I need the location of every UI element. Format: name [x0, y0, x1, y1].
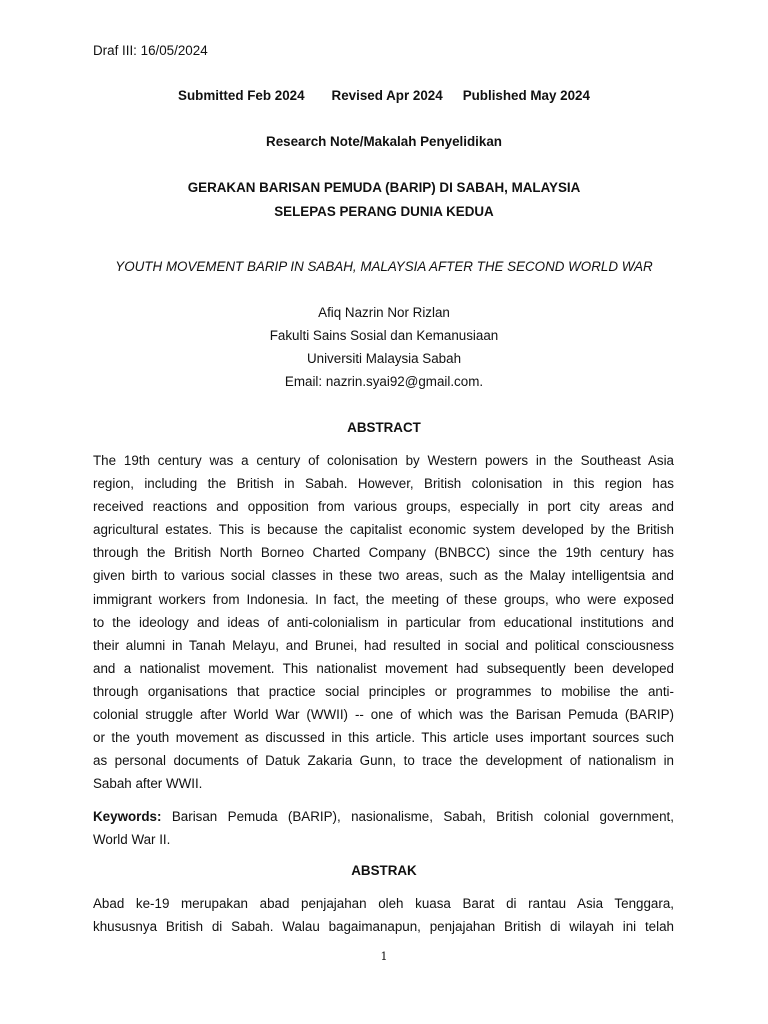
abstract-line: and a nationalist movement. This nationalist movement had subsequently been developed: [93, 660, 674, 676]
abstrak-heading: ABSTRAK: [351, 863, 417, 878]
abstract-line: as personal documents of Datuk Zakaria Gunn, to trace the development of nationalism in: [93, 753, 674, 769]
keywords: [93, 805, 674, 851]
abstract-line: colonial struggle after World War (WWII) -- one of which was the Barisan Pemuda (BARIP): [93, 707, 674, 723]
published-date: Published May 2024: [462, 88, 590, 103]
author-name: Afiq Nazrin Nor Rizlan: [318, 305, 450, 320]
author-faculty: Fakulti Sains Sosial dan Kemanusiaan: [269, 328, 499, 343]
keywords-list: Barisan Pemuda (BARIP), nasionalisme, Sabah, British colonial government,: [161, 809, 674, 824]
abstract-line: their alumni in Tanah Melayu, and Brunei, had resulted in social and political consciousness: [93, 637, 674, 653]
draft-date: Draf III: 16/05/2024: [93, 43, 208, 58]
abstract-line: Sabah after WWII.: [93, 776, 203, 792]
title-malay-line-2: SELEPAS PERANG DUNIA KEDUA: [274, 204, 494, 219]
abstract-heading: ABSTRACT: [347, 420, 421, 435]
revised-date: Revised Apr 2024: [331, 88, 443, 103]
abstract-line: agricultural estates. This is because the capitalist economic system developed by the British: [93, 522, 674, 538]
keywords-label: Keywords:: [93, 809, 162, 824]
abstract-line: received reactions and opposition from various groups, especially in port city areas and: [93, 499, 674, 515]
author-university: Universiti Malaysia Sabah: [306, 351, 462, 366]
abstract-line: immigrant workers from Indonesia. In fact, the meeting of these groups, who were exposed: [93, 591, 674, 607]
abstract-body: [93, 449, 674, 795]
abstrak-line: Abad ke-19 merupakan abad penjajahan oleh kuasa Barat di rantau Asia Tenggara,: [93, 896, 674, 911]
paper-type: Research Note/Makalah Penyelidikan: [266, 134, 502, 149]
keywords-line-2: World War II.: [93, 832, 171, 848]
author-email: Email: nazrin.syai92@gmail.com.: [284, 374, 484, 389]
submitted-date: Submitted Feb 2024: [178, 88, 305, 103]
keywords-line: [93, 805, 674, 828]
abstract-line: region, including the British in Sabah. However, British colonisation in this region has: [93, 476, 674, 492]
abstract-line: to the ideology and ideas of anti-colonialism in particular from educational institutions and: [93, 614, 674, 630]
abstract-line: given birth to various social classes in these two areas, such as the Malay intelligentsia and: [93, 568, 674, 584]
abstrak-line: khususnya British di Sabah. Walau bagaimanapun, penjajahan British di wilayah ini telah: [93, 919, 674, 935]
abstract-line: through organisations that practice social principles or programmes to mobilise the anti-: [93, 683, 674, 699]
publication-dates: [0, 87, 768, 104]
abstract-line: through the British North Borneo Charted Company (BNBCC) since the 19th century has: [93, 545, 674, 561]
title-english: YOUTH MOVEMENT BARIP IN SABAH, MALAYSIA AFTER THE SECOND WORLD WAR: [115, 259, 653, 274]
abstrak-body: [93, 892, 674, 938]
abstract-line: or the youth movement as discussed in this article. This article uses important sources such: [93, 730, 674, 746]
title-malay-line-1: GERAKAN BARISAN PEMUDA (BARIP) DI SABAH, MALAYSIA: [187, 180, 581, 195]
page-number: 1: [380, 950, 388, 963]
abstract-line: The 19th century was a century of colonisation by Western powers in the Southeast Asia: [93, 453, 674, 468]
